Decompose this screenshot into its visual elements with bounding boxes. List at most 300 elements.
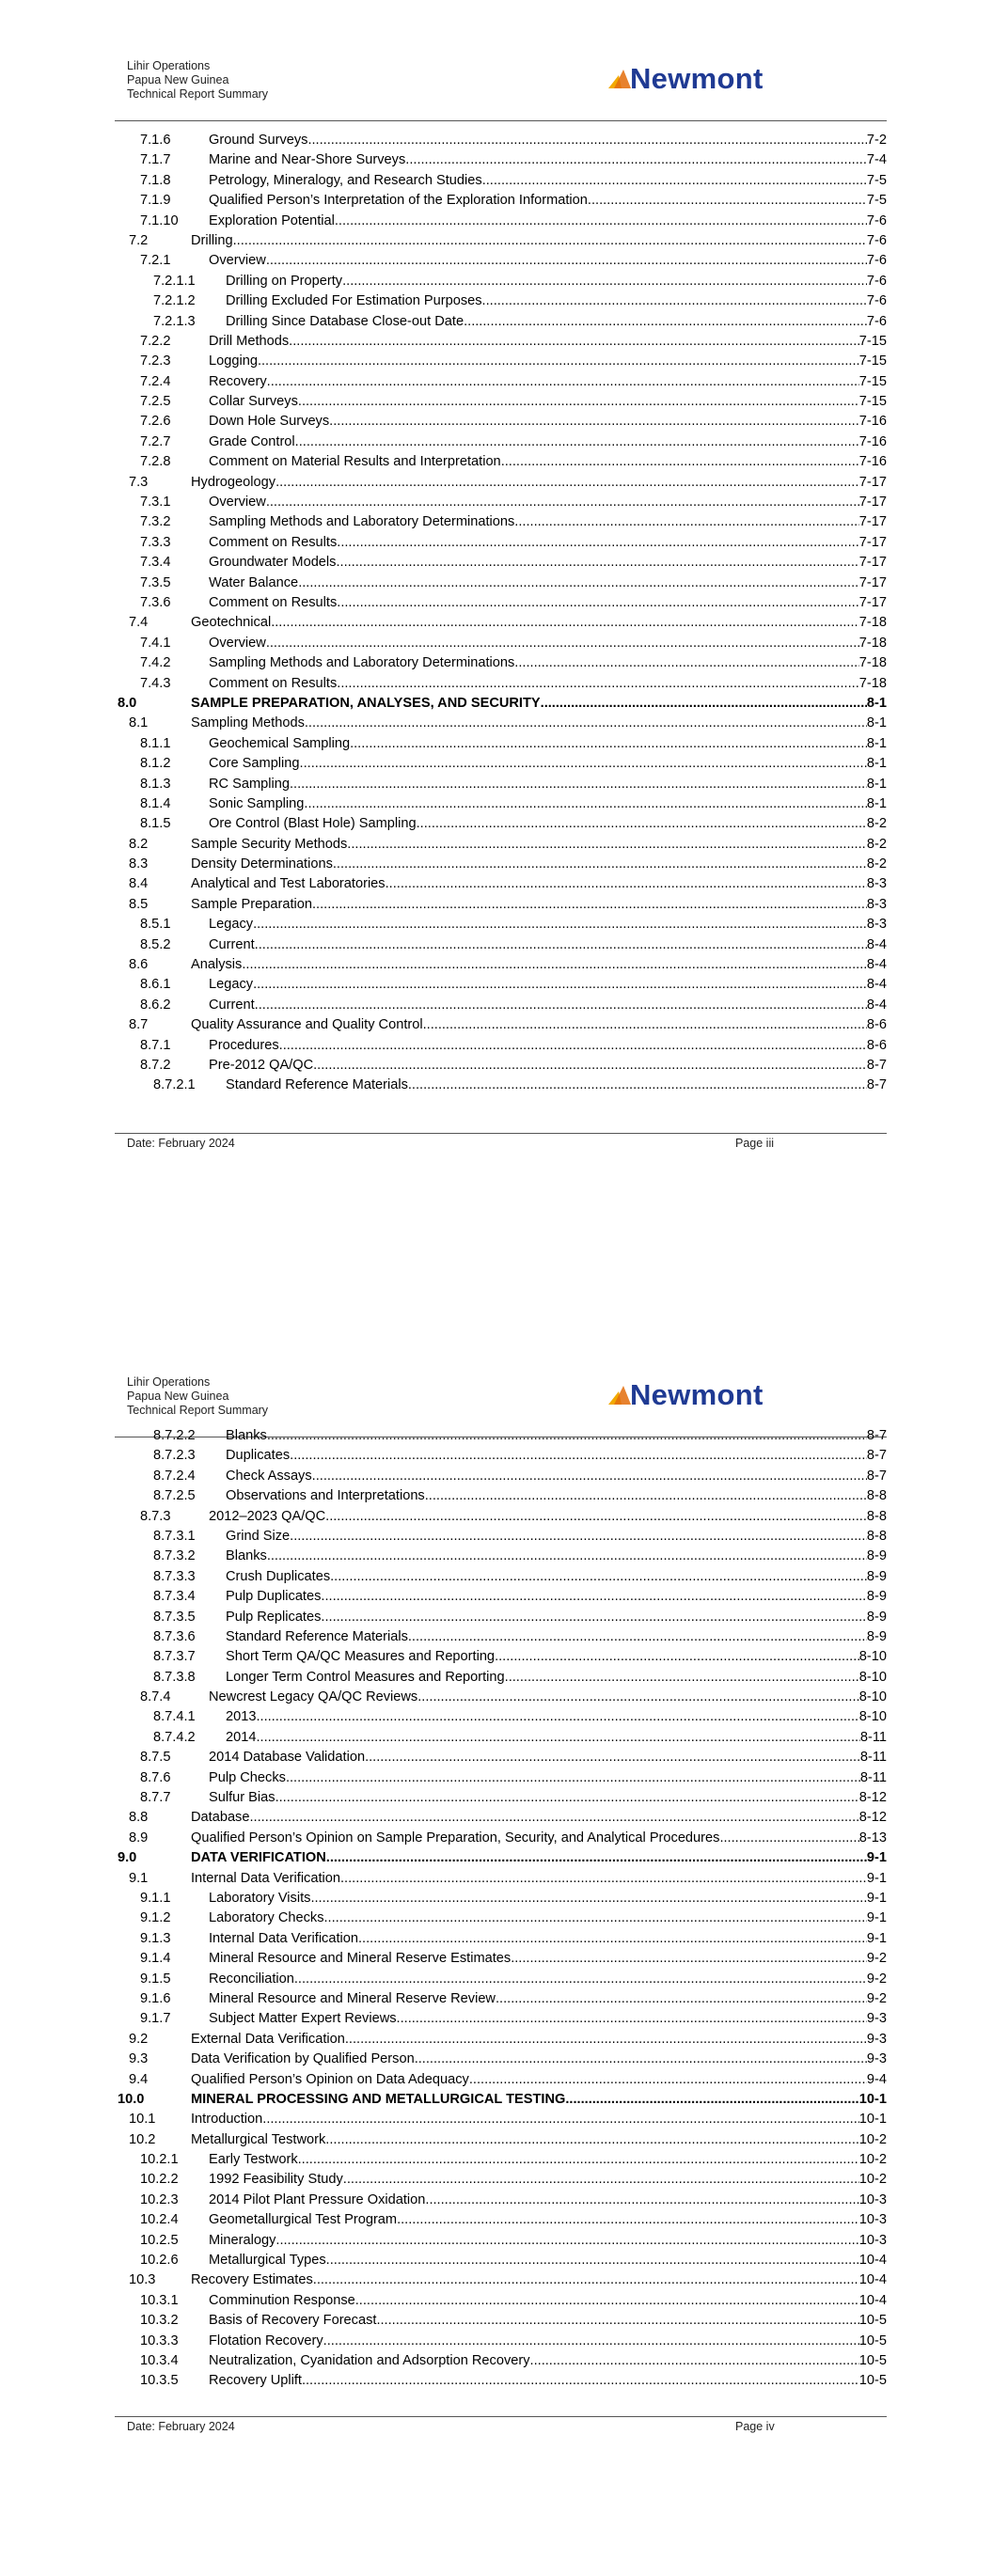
toc-entry-number: 10.2.3 (140, 2191, 179, 2207)
toc-entry-page: 9-2 (866, 1971, 887, 1987)
toc-entry-page: 10-3 (858, 2212, 887, 2228)
toc-entry[interactable] (118, 171, 887, 191)
toc-entry[interactable] (118, 835, 887, 855)
toc-dot-leader (365, 1748, 860, 1767)
toc-entry-number: 8.7.2.2 (153, 1428, 196, 1443)
toc-entry-title: Legacy (209, 977, 254, 993)
toc-dot-leader (482, 291, 867, 311)
toc-entry-page: 10-1 (858, 2112, 887, 2128)
toc-dot-leader (719, 1829, 858, 1848)
toc-entry-title: Comment on Results (209, 594, 338, 610)
toc-entry-page: 8-6 (866, 1017, 887, 1033)
toc-entry-page: 8-4 (866, 977, 887, 993)
toc-entry[interactable] (118, 593, 887, 613)
toc-dot-leader (279, 1036, 867, 1056)
toc-entry[interactable] (118, 1015, 887, 1035)
toc-entry-number: 8.4 (129, 876, 149, 892)
toc-entry-title: Grade Control (209, 433, 295, 449)
toc-entry[interactable] (118, 493, 887, 512)
toc-dot-leader (425, 2191, 858, 2210)
toc-dot-leader (312, 1467, 867, 1486)
toc-dot-leader (501, 452, 859, 472)
toc-entry[interactable] (118, 1889, 887, 1908)
document-page-iv (0, 1316, 992, 2576)
toc-entry-number: 7.4.2 (140, 655, 171, 671)
toc-entry-number: 9.3 (129, 2051, 149, 2067)
toc-entry[interactable] (118, 1808, 887, 1828)
toc-dot-leader (313, 2270, 859, 2290)
toc-entry[interactable] (118, 2150, 887, 2170)
toc-entry[interactable] (118, 975, 887, 995)
toc-entry-title: 2012–2023 QA/QC (209, 1508, 326, 1524)
toc-entry-title: Internal Data Verification (209, 1930, 358, 1946)
toc-entry-page: 7-16 (858, 433, 887, 449)
toc-dot-leader (266, 251, 867, 271)
toc-entry-page: 7-6 (866, 212, 887, 228)
toc-entry-number: 7.3.2 (140, 514, 171, 530)
toc-entry[interactable] (118, 955, 887, 975)
toc-entry-page: 8-9 (866, 1568, 887, 1584)
toc-dot-leader (405, 150, 867, 170)
toc-entry-title: Data Verification by Qualified Person (191, 2051, 415, 2067)
toc-entry[interactable] (118, 352, 887, 371)
toc-entry-title: Procedures (209, 1037, 279, 1053)
toc-entry[interactable] (118, 452, 887, 472)
toc-entry-number: 7.3.6 (140, 594, 171, 610)
toc-entry-number: 10.3.1 (140, 2292, 179, 2308)
toc-entry-number: 10.2.6 (140, 2253, 179, 2269)
toc-entry[interactable] (118, 1788, 887, 1808)
toc-entry[interactable] (118, 2371, 887, 2391)
toc-dot-leader (397, 2210, 859, 2230)
toc-entry[interactable] (118, 392, 887, 412)
toc-entry-title: Sample Preparation (191, 896, 312, 912)
toc-list (118, 1426, 887, 2392)
toc-entry-title: Qualified Person’s Interpretation of the Exploration Information (209, 193, 588, 209)
toc-entry-number: 9.1.4 (140, 1951, 171, 1967)
toc-entry-title: Sampling Methods and Laboratory Determinations (209, 514, 515, 530)
toc-entry-page: 8-7 (866, 1428, 887, 1443)
toc-entry[interactable] (118, 1829, 887, 1848)
toc-entry-number: 8.1.5 (140, 816, 171, 832)
toc-dot-leader (290, 1527, 867, 1547)
toc-entry-number: 9.1.6 (140, 1990, 171, 2006)
toc-entry-title: Recovery Uplift (209, 2373, 302, 2389)
toc-entry[interactable] (118, 1587, 887, 1607)
toc-dot-leader (417, 1688, 859, 1707)
toc-entry-title: 1992 Feasibility Study (209, 2172, 343, 2188)
toc-entry-title: Hydrogeology (191, 474, 276, 490)
toc-dot-leader (302, 2371, 859, 2391)
toc-entry[interactable] (118, 1848, 887, 1868)
toc-dot-leader (249, 1808, 858, 1828)
toc-entry-title: Marine and Near-Shore Surveys (209, 152, 406, 168)
toc-entry-page: 10-3 (858, 2232, 887, 2248)
toc-entry-page: 7-17 (858, 474, 887, 490)
toc-entry[interactable] (118, 1908, 887, 1928)
toc-entry-page: 7-15 (858, 373, 887, 389)
toc-entry-title: Internal Data Verification (191, 1870, 340, 1886)
toc-entry-title: Comment on Material Results and Interpretation (209, 454, 501, 470)
toc-entry[interactable] (118, 1547, 887, 1566)
toc-entry[interactable] (118, 332, 887, 352)
toc-entry[interactable] (118, 2210, 887, 2230)
toc-entry-number: 8.1.1 (140, 735, 171, 751)
toc-dot-leader (267, 1547, 867, 1566)
toc-entry-page: 8-9 (866, 1628, 887, 1644)
toc-entry[interactable] (118, 432, 887, 452)
toc-dot-leader (337, 533, 859, 553)
toc-entry[interactable] (118, 714, 887, 733)
toc-entry[interactable] (118, 212, 887, 231)
newmont-logo (606, 1378, 776, 1416)
toc-entry[interactable] (118, 1467, 887, 1486)
toc-entry-title: Ground Surveys (209, 133, 308, 148)
toc-entry-title: Mineralogy (209, 2232, 276, 2248)
toc-dot-leader (326, 1848, 867, 1868)
toc-entry-title: Drilling on Property (226, 273, 343, 289)
document-page-iii (0, 0, 992, 1260)
toc-dot-leader (276, 2231, 858, 2251)
toc-dot-leader (496, 1989, 867, 2009)
toc-dot-leader (325, 2130, 858, 2150)
toc-entry-title: DATA VERIFICATION (191, 1850, 326, 1866)
toc-entry-number: 10.2.4 (140, 2212, 179, 2228)
toc-entry-title: Metallurgical Testwork (191, 2131, 326, 2147)
toc-entry[interactable] (118, 814, 887, 834)
toc-entry-title: Overview (209, 495, 266, 510)
toc-entry-page: 8-4 (866, 936, 887, 952)
toc-dot-leader (276, 473, 859, 493)
toc-dot-leader (350, 734, 867, 754)
toc-entry-page: 7-17 (858, 495, 887, 510)
toc-entry[interactable] (118, 1970, 887, 1989)
toc-entry-title: Petrology, Mineralogy, and Research Studies (209, 172, 482, 188)
toc-entry[interactable] (118, 2191, 887, 2210)
toc-entry[interactable] (118, 191, 887, 211)
toc-entry-page: 8-1 (866, 735, 887, 751)
toc-entry-page: 9-1 (866, 1850, 887, 1866)
toc-entry-title: Check Assays (226, 1468, 312, 1484)
toc-entry-page: 7-15 (858, 353, 887, 369)
toc-dot-leader (255, 935, 867, 955)
toc-dot-leader (266, 493, 859, 512)
toc-entry-title: Laboratory Visits (209, 1890, 311, 1906)
toc-entry-page: 7-18 (858, 655, 887, 671)
toc-entry-page: 9-1 (866, 1930, 887, 1946)
toc-dot-leader (255, 996, 867, 1015)
toc-entry-number: 8.7.3.7 (153, 1649, 196, 1665)
toc-entry[interactable] (118, 1688, 887, 1707)
toc-entry-number: 7.2.6 (140, 414, 171, 430)
toc-entry-number: 10.3.3 (140, 2333, 179, 2348)
toc-entry-page: 7-17 (858, 514, 887, 530)
header-line-operations: Lihir Operations (127, 59, 211, 72)
toc-entry-page: 9-2 (866, 1990, 887, 2006)
toc-entry-number: 7.3.4 (140, 555, 171, 571)
toc-entry-page: 8-4 (866, 957, 887, 973)
toc-entry[interactable] (118, 734, 887, 754)
toc-entry-number: 10.0 (118, 2091, 145, 2107)
toc-entry[interactable] (118, 2009, 887, 2029)
toc-entry-number: 7.1.10 (140, 212, 179, 228)
toc-entry[interactable] (118, 1507, 887, 1527)
toc-entry-number: 9.1.7 (140, 2011, 171, 2027)
toc-entry-number: 9.1.1 (140, 1890, 171, 1906)
toc-entry[interactable] (118, 1567, 887, 1587)
toc-entry-number: 7.3.1 (140, 495, 171, 510)
toc-entry-page: 8-2 (866, 816, 887, 832)
toc-entry-title: Laboratory Checks (209, 1910, 324, 1926)
toc-entry[interactable] (118, 996, 887, 1015)
toc-entry-page: 8-12 (858, 1790, 887, 1806)
toc-entry-page: 8-1 (866, 715, 887, 731)
toc-entry-page: 10-4 (858, 2292, 887, 2308)
toc-entry-number: 10.2.2 (140, 2172, 179, 2188)
page-header (127, 59, 268, 102)
toc-entry[interactable] (118, 372, 887, 392)
toc-entry[interactable] (118, 1527, 887, 1547)
toc-entry[interactable] (118, 874, 887, 894)
toc-entry-number: 7.2.1.1 (153, 273, 196, 289)
toc-entry-page: 7-17 (858, 574, 887, 590)
footer-date: Date: February 2024 (127, 2420, 235, 2433)
toc-dot-leader (276, 1788, 859, 1808)
toc-entry-title: Standard Reference Materials (226, 1077, 408, 1093)
toc-entry[interactable] (118, 613, 887, 633)
toc-entry-title: Down Hole Surveys (209, 414, 330, 430)
toc-entry[interactable] (118, 2070, 887, 2090)
toc-entry[interactable] (118, 794, 887, 814)
logo-wordmark: Newmont (630, 1378, 764, 1411)
toc-entry[interactable] (118, 1768, 887, 1788)
toc-entry[interactable] (118, 1869, 887, 1889)
toc-entry-title: Collar Surveys (209, 394, 298, 410)
toc-dot-leader (336, 553, 858, 573)
toc-entry[interactable] (118, 533, 887, 553)
toc-entry[interactable] (118, 231, 887, 251)
toc-dot-leader (290, 775, 867, 794)
toc-entry[interactable] (118, 2130, 887, 2150)
toc-entry[interactable] (118, 2291, 887, 2311)
toc-entry-number: 9.2 (129, 2031, 149, 2047)
toc-entry[interactable] (118, 2090, 887, 2110)
toc-entry-page: 7-6 (866, 313, 887, 329)
toc-entry-number: 10.3 (129, 2272, 156, 2288)
toc-entry[interactable] (118, 1056, 887, 1076)
toc-entry[interactable] (118, 895, 887, 915)
toc-entry[interactable] (118, 1036, 887, 1056)
toc-list (118, 131, 887, 1096)
toc-dot-leader (323, 2332, 859, 2351)
toc-entry-title: Overview (209, 253, 266, 269)
header-line-report: Technical Report Summary (127, 1404, 269, 1417)
toc-entry-title: Comment on Results (209, 534, 338, 550)
toc-dot-leader (298, 2150, 859, 2170)
toc-entry[interactable] (118, 653, 887, 673)
toc-entry[interactable] (118, 251, 887, 271)
toc-entry[interactable] (118, 412, 887, 432)
toc-entry[interactable] (118, 2110, 887, 2129)
toc-entry-page: 7-2 (866, 133, 887, 148)
toc-entry[interactable] (118, 312, 887, 332)
toc-entry-page: 8-3 (866, 917, 887, 933)
toc-entry-title: 2013 (226, 1709, 257, 1725)
toc-entry-page: 7-18 (858, 615, 887, 631)
toc-entry-number: 7.2.7 (140, 433, 171, 449)
toc-entry[interactable] (118, 1748, 887, 1767)
toc-entry-title: Current (209, 997, 255, 1013)
toc-dot-leader (342, 272, 867, 291)
toc-entry-title: Comminution Response (209, 2292, 355, 2308)
toc-entry[interactable] (118, 2351, 887, 2371)
toc-entry[interactable] (118, 1989, 887, 2009)
toc-entry[interactable] (118, 131, 887, 150)
toc-entry-title: Qualified Person’s Opinion on Data Adequacy (191, 2071, 469, 2087)
logo-wordmark: Newmont (630, 62, 764, 95)
toc-entry[interactable] (118, 512, 887, 532)
toc-entry[interactable] (118, 2270, 887, 2290)
toc-dot-leader (397, 2009, 867, 2029)
toc-entry[interactable] (118, 754, 887, 774)
toc-dot-leader (333, 855, 867, 874)
toc-entry[interactable] (118, 634, 887, 653)
toc-dot-leader (376, 2311, 858, 2331)
toc-entry[interactable] (118, 1707, 887, 1727)
toc-entry[interactable] (118, 2170, 887, 2190)
toc-dot-leader (423, 1015, 867, 1035)
toc-entry[interactable] (118, 935, 887, 955)
toc-entry[interactable] (118, 1486, 887, 1506)
toc-entry-title: SAMPLE PREPARATION, ANALYSES, AND SECURITY (191, 695, 541, 711)
toc-entry-page: 9-3 (866, 2031, 887, 2047)
toc-entry-title: Observations and Interpretations (226, 1488, 425, 1504)
toc-dot-leader (256, 1707, 858, 1727)
toc-dot-leader (386, 874, 867, 894)
toc-dot-leader (511, 1949, 867, 1969)
toc-entry-page: 10-2 (858, 2172, 887, 2188)
toc-entry-title: Grind Size (226, 1528, 291, 1544)
toc-entry-number: 7.2.8 (140, 454, 171, 470)
toc-dot-leader (294, 1970, 867, 1989)
toc-dot-leader (295, 432, 859, 452)
toc-entry[interactable] (118, 1426, 887, 1446)
toc-entry-number: 8.7.3.5 (153, 1609, 196, 1625)
toc-entry[interactable] (118, 1728, 887, 1748)
toc-entry-page: 8-8 (866, 1528, 887, 1544)
toc-entry[interactable] (118, 1608, 887, 1627)
toc-entry[interactable] (118, 915, 887, 935)
toc-entry[interactable] (118, 1668, 887, 1688)
toc-entry[interactable] (118, 150, 887, 170)
toc-entry-page: 7-15 (858, 394, 887, 410)
toc-entry[interactable] (118, 553, 887, 573)
toc-dot-leader (417, 814, 867, 834)
toc-entry-number: 8.7.2 (140, 1057, 171, 1073)
toc-entry-title: Drilling (191, 232, 233, 248)
toc-entry-page: 8-7 (866, 1448, 887, 1464)
toc-entry[interactable] (118, 2231, 887, 2251)
toc-entry-number: 8.9 (129, 1830, 149, 1846)
toc-entry[interactable] (118, 1929, 887, 1949)
header-divider (115, 120, 887, 121)
toc-entry[interactable] (118, 674, 887, 694)
toc-entry[interactable] (118, 1647, 887, 1667)
toc-entry-number: 8.7.3 (140, 1508, 171, 1524)
toc-entry[interactable] (118, 855, 887, 874)
header-line-report: Technical Report Summary (127, 87, 269, 101)
toc-entry[interactable] (118, 2050, 887, 2069)
toc-dot-leader (425, 1486, 867, 1506)
toc-entry-title: Recovery Estimates (191, 2272, 313, 2288)
toc-entry-title: Standard Reference Materials (226, 1628, 408, 1644)
toc-entry-title: MINERAL PROCESSING AND METALLURGICAL TESTING (191, 2091, 566, 2107)
toc-entry-number: 7.2.3 (140, 353, 171, 369)
toc-entry[interactable] (118, 2332, 887, 2351)
toc-entry-page: 8-7 (866, 1057, 887, 1073)
toc-entry-title: Qualified Person’s Opinion on Sample Preparation, Security, and Analytical Procedures (191, 1830, 720, 1846)
toc-entry-number: 10.1 (129, 2112, 156, 2128)
toc-dot-leader (258, 352, 859, 371)
toc-entry[interactable] (118, 1076, 887, 1095)
toc-entry-title: 2014 Database Validation (209, 1750, 366, 1766)
toc-entry-number: 8.5.2 (140, 936, 171, 952)
toc-entry-number: 9.1 (129, 1870, 149, 1886)
toc-entry[interactable] (118, 1949, 887, 1969)
toc-entry[interactable] (118, 775, 887, 794)
toc-entry-number: 10.2 (129, 2131, 156, 2147)
toc-entry[interactable] (118, 694, 887, 714)
toc-entry-page: 8-7 (866, 1077, 887, 1093)
newmont-logo (606, 62, 776, 100)
toc-dot-leader (337, 674, 859, 694)
toc-entry-number: 7.2.2 (140, 333, 171, 349)
toc-entry[interactable] (118, 1446, 887, 1466)
toc-entry-number: 7.4.3 (140, 675, 171, 691)
toc-entry-title: Metallurgical Types (209, 2253, 326, 2269)
toc-entry[interactable] (118, 272, 887, 291)
toc-entry-title: Water Balance (209, 574, 299, 590)
toc-entry-page: 9-4 (866, 2071, 887, 2087)
toc-entry[interactable] (118, 291, 887, 311)
toc-entry-page: 8-11 (859, 1769, 887, 1785)
toc-entry-number: 7.1.8 (140, 172, 171, 188)
toc-entry[interactable] (118, 573, 887, 593)
header-line-country: Papua New Guinea (127, 73, 229, 86)
toc-entry-page: 9-3 (866, 2011, 887, 2027)
toc-entry-page: 8-9 (866, 1548, 887, 1564)
toc-entry-title: Sonic Sampling (209, 795, 305, 811)
toc-entry[interactable] (118, 2030, 887, 2050)
toc-entry-number: 8.7.3.6 (153, 1628, 196, 1644)
toc-entry[interactable] (118, 2251, 887, 2270)
toc-entry-page: 8-10 (858, 1709, 887, 1725)
toc-entry-page: 8-9 (866, 1609, 887, 1625)
toc-entry-title: Pre-2012 QA/QC (209, 1057, 314, 1073)
toc-entry-number: 8.7.3.8 (153, 1669, 196, 1685)
toc-dot-leader (326, 2251, 859, 2270)
toc-entry-number: 8.7.3.4 (153, 1589, 196, 1605)
toc-entry-title: Geotechnical (191, 615, 272, 631)
toc-dot-leader (298, 392, 859, 412)
toc-dot-leader (267, 1426, 867, 1446)
toc-entry-title: Logging (209, 353, 258, 369)
toc-dot-leader (482, 171, 867, 191)
toc-entry[interactable] (118, 2311, 887, 2331)
toc-entry-page: 9-3 (866, 2051, 887, 2067)
toc-entry[interactable] (118, 1627, 887, 1647)
toc-entry[interactable] (118, 473, 887, 493)
